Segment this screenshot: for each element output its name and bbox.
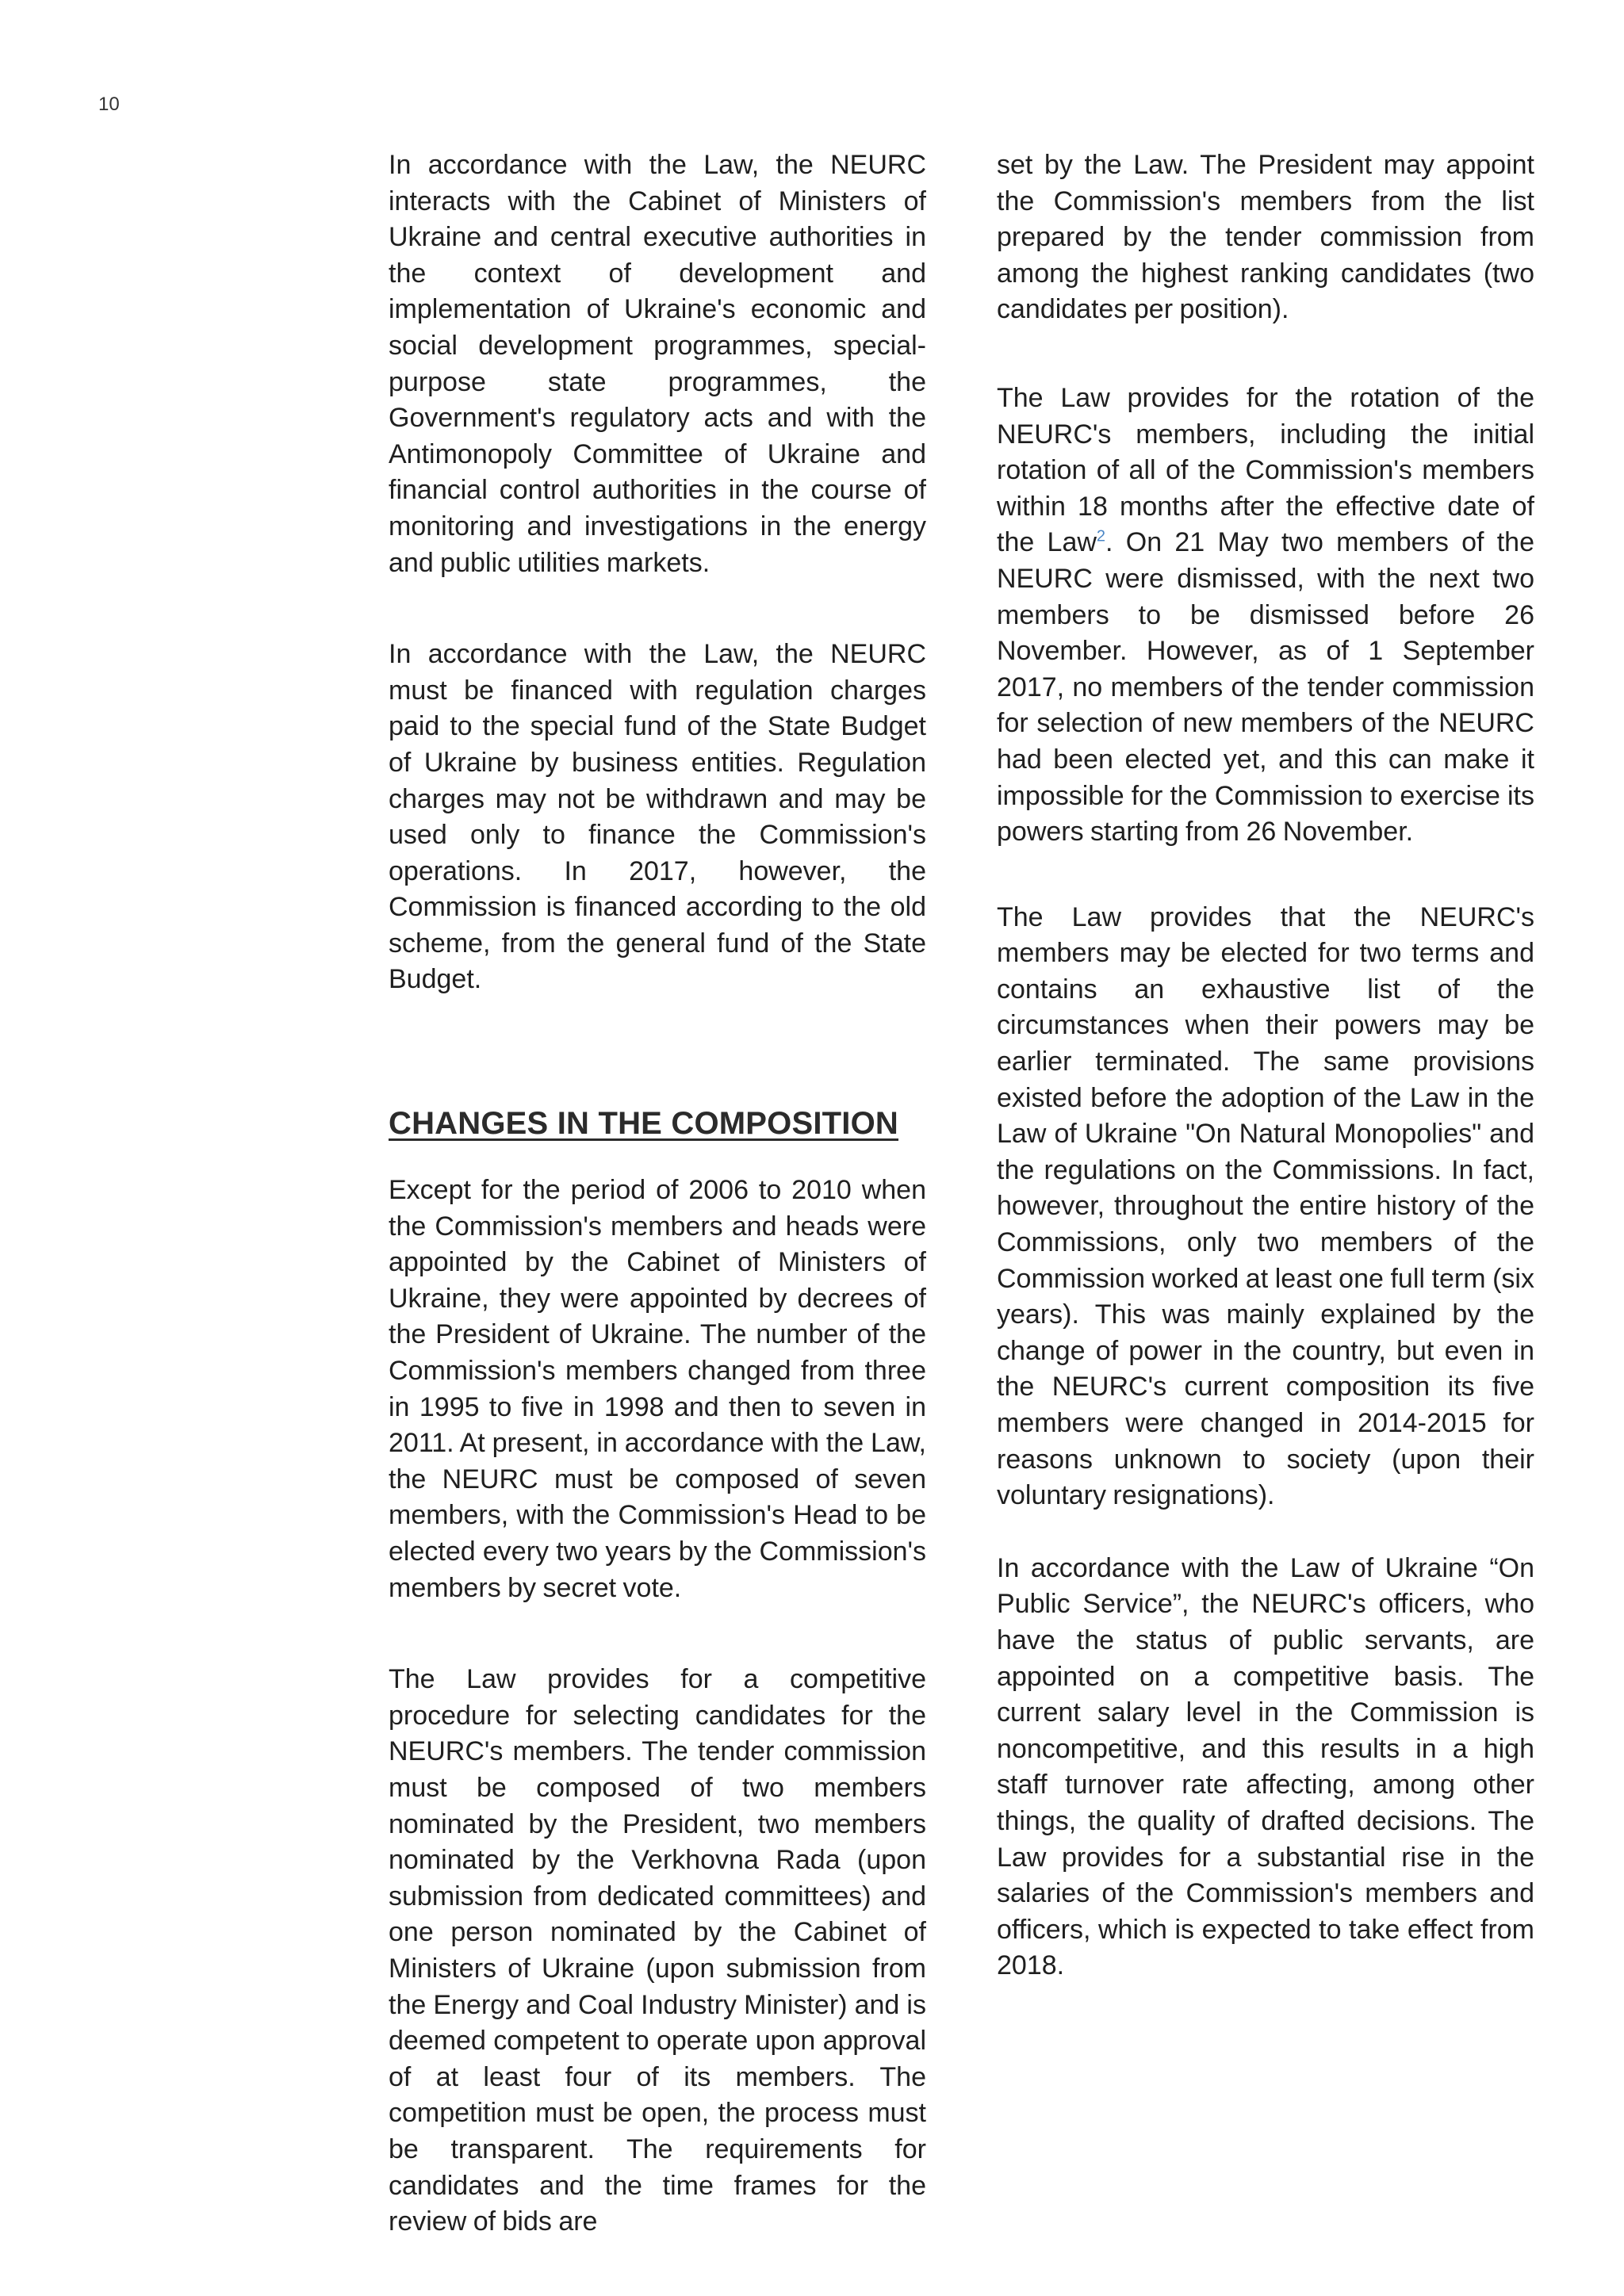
paragraph-financing: In accordance with the Law, the NEURC must be financed with regulation charges paid to the special fund of the State Budget of Ukraine by business entities. Regulation charges may not be withdrawn and may be used only to finance the Commission's operations. In 2017, however, the Commission is financed according to the old scheme, from the general fund of the State Budget. — [389, 639, 926, 995]
paragraph-public-service: In accordance with the Law of Ukraine “On Public Service”, the NEURC's officers, who have the status of public servants, are appointed on a competitive basis. The current salary level in the Commission is noncompetitive, and this results in a high staff turnover rate affecting, among other things, the quality of drafted decisions. The Law provides for a substantial rise in the salaries of the Commission's members and officers, which is expected to take effect from 2018. — [997, 1552, 1534, 1981]
paragraph-rotation — [997, 381, 1534, 851]
footnote-reference-link[interactable]: 2 — [1096, 528, 1106, 546]
page-number: 10 — [98, 94, 120, 115]
paragraph-competitive-procedure: The Law provides for a competitive procedure for selecting candidates for the NEURC's members. The tender commission must be composed of two members nominated by the President, two members nominated by the Verkhovna Rada (upon submission from dedicated committees) and one person nominated by the Cabinet of Ministers of Ukraine (upon submission from the Energy and Coal Industry Minister) and is deemed competent to operate upon approval of at least four of its members. The competition must be open, the process must be transparent. The requirements for candidates and the time frames for the review of bids are — [389, 1664, 926, 2237]
left-column — [389, 147, 926, 2241]
rotation-text-end: . On 21 May two members of the NEURC were dismissed, with the next two members to be dismissed before 26 November. However, as of 1 September 2017, no members of the tender commission for selection of new members of the NEURC had been elected yet, and this can make it impossible for the Commission to exercise its powers starting from 26 November. — [997, 527, 1534, 848]
paragraph-appointment-history: Except for the period of 2006 to 2010 when the Commission's members and heads were appointed by the Cabinet of Ministers of Ukraine, they were appointed by decrees of the President of Ukraine. The number of the Commission's members changed from three in 1995 to five in 1998 and then to seven in 2011. At present, in accordance with the Law, the NEURC must be composed of seven members, with the Commission's Head to be elected every two years by the Commission's members by secret vote. — [389, 1175, 926, 1603]
paragraph-terms-of-office: The Law provides that the NEURC's members may be elected for two terms and contains an exhaustive list of the circumstances when their powers may be earlier terminated. The same provisions existed before the adoption of the Law in the Law of Ukraine "On Natural Monopolies" and the regulations on the Commissions. In fact, however, throughout the entire history of the Commissions, only two members of the Commission worked at least one full term (six years). This was mainly explained by the change of power in the country, but even in the NEURC's current composition its five members were changed in 2014-2015 for reasons unknown to society (upon their voluntary resignations). — [997, 901, 1534, 1511]
rotation-text-start: The Law provides for the rotation of the NEURC's members, including the initial rotation of all of the Commission's members within 18 months after the effective date of the Law — [997, 382, 1534, 558]
paragraph-interaction-with-authorities: In accordance with the Law, the NEURC interacts with the Cabinet of Ministers of Ukraine and central executive authorities in the context of development and implementation of Ukraine's economic and social development programmes, special-purpose state programmes, the Government's regulatory acts and with the Antimonopoly Committee of Ukraine and financial control authorities in the course of monitoring and investigations in the energy and public utilities markets. — [389, 150, 926, 578]
paragraph-appointment-by-president: set by the Law. The President may appoint the Commission's members from the list prepared by the tender commission from among the highest ranking candidates (two candidates per position). — [997, 150, 1534, 325]
right-column — [997, 147, 1534, 1984]
section-heading-changes-in-composition: CHANGES IN THE COMPOSITION — [389, 1106, 899, 1142]
